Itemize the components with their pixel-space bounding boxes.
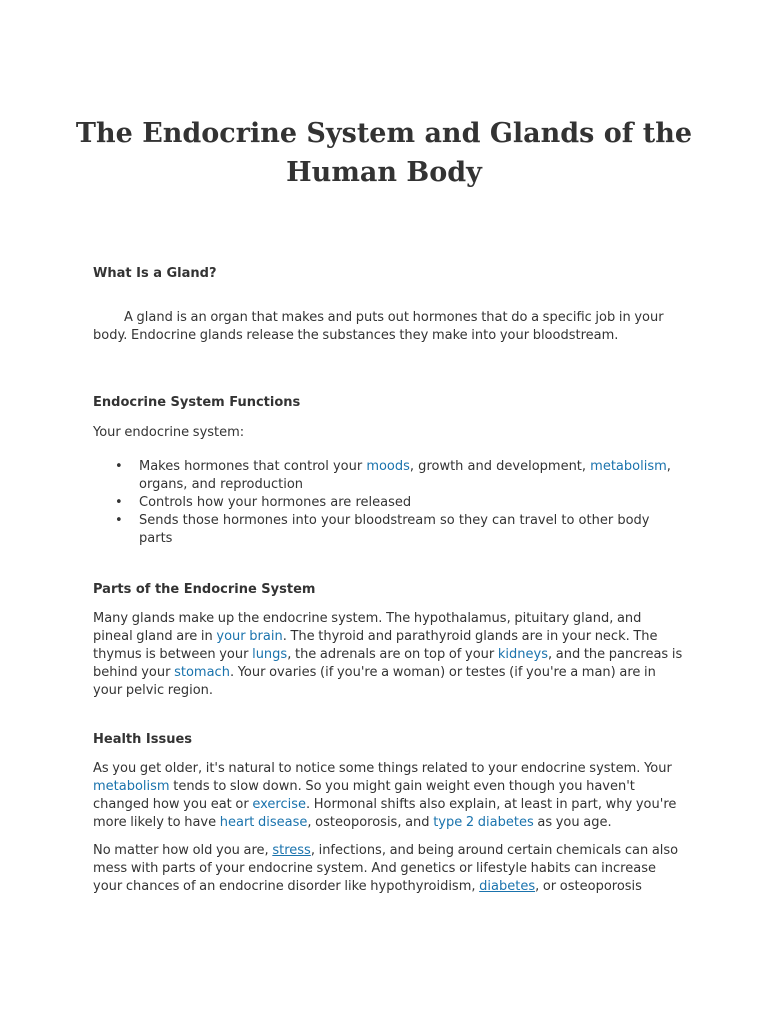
metabolism-link[interactable]: metabolism (93, 779, 170, 794)
text: No matter how old you are, (93, 843, 273, 858)
text: . Hormonal shifts also explain, at least in part, why you're more likely to have (93, 797, 677, 830)
page-title: The Endocrine System and Glands of the Human Body (75, 118, 693, 188)
gland-paragraph: A gland is an organ that makes and puts out hormones that do a specific job in your body. Endocrine glands release the substances they make into your bloodstream. (93, 310, 664, 343)
heading-endocrine-functions: Endocrine System Functions (93, 395, 301, 410)
text: tends to slow down. So you might gain weight even though you haven't changed how you eat or (93, 779, 635, 812)
text: as you age. (533, 815, 612, 830)
heading-health-issues: Health Issues (93, 732, 193, 747)
text: , or osteoporosis (535, 879, 642, 894)
parts-paragraph (93, 610, 683, 700)
moods-link[interactable]: moods (366, 459, 410, 474)
list-item: • Sends those hormones into your bloodstream so they can travel to other body parts (93, 512, 683, 548)
heading-what-is-a-gland: What Is a Gland? (93, 266, 217, 281)
health-paragraph-1 (93, 760, 683, 832)
text: Many glands make up the endocrine system. The hypothalamus, pituitary gland, and pineal gland are in (93, 611, 642, 644)
text: As you get older, it's natural to notice some things related to your endocrine system. Your (93, 761, 672, 776)
diabetes-link[interactable]: diabetes (479, 879, 536, 894)
metabolism-link[interactable]: metabolism (590, 459, 667, 474)
stress-link[interactable]: stress (272, 843, 311, 858)
heading-parts: Parts of the Endocrine System (93, 582, 316, 597)
health-paragraph-2 (93, 842, 683, 896)
functions-intro: Your endocrine system: (93, 425, 245, 440)
text: . The thyroid and parathyroid glands are in your neck. The thymus is between your (93, 629, 658, 662)
functions-list (93, 458, 683, 548)
your-brain-link[interactable]: your brain (216, 629, 283, 644)
lungs-link[interactable]: lungs (252, 647, 288, 662)
text: , osteoporosis, and (307, 815, 434, 830)
bullet-text: Makes hormones that control your (139, 459, 367, 474)
type-2-diabetes-link[interactable]: type 2 diabetes (433, 815, 534, 830)
bullet-text: , organs, and reproduction (139, 459, 671, 492)
list-item: • Controls how your hormones are released (93, 494, 683, 512)
text: , the adrenals are on top of your (287, 647, 498, 662)
text: . Your ovaries (if you're a woman) or testes (if you're a man) are in your pelvic region. (93, 665, 656, 698)
exercise-link[interactable]: exercise (252, 797, 306, 812)
text: , and the pancreas is behind your (93, 647, 683, 680)
heart-disease-link[interactable]: heart disease (219, 815, 308, 830)
bullet-text: , growth and development, (409, 459, 591, 474)
stomach-link[interactable]: stomach (174, 665, 230, 680)
text: , infections, and being around certain chemicals can also mess with parts of your endocrine system. And genetics or lifestyle habits can increase your chances of an endocrine disorder like hypothyroidism, (93, 843, 679, 894)
kidneys-link[interactable]: kidneys (497, 647, 548, 662)
list-item (93, 458, 683, 494)
